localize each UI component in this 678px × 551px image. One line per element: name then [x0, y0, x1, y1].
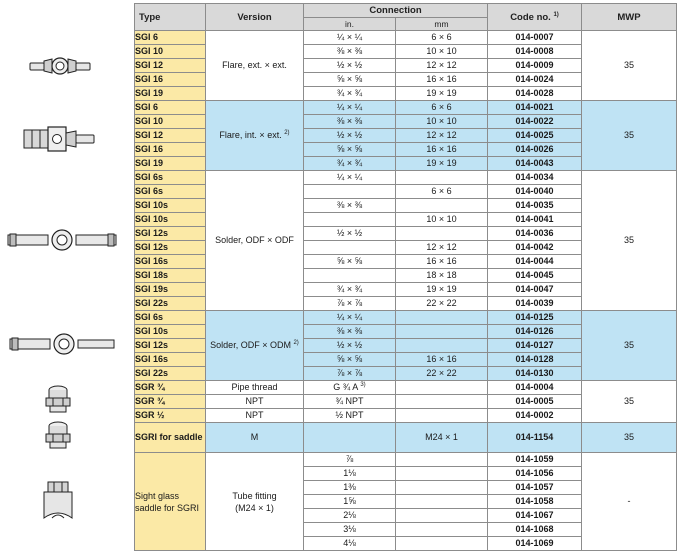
col-header-type: Type — [135, 4, 206, 31]
code-cell: 014-0004 — [488, 381, 582, 395]
code-cell: 014-0036 — [488, 227, 582, 241]
mm-cell — [396, 311, 488, 325]
col-header-version: Version — [206, 4, 304, 31]
mm-cell — [396, 199, 488, 213]
mm-cell: 18 × 18 — [396, 269, 488, 283]
version-cell: Solder, ODF × ODF — [206, 171, 304, 311]
in-cell — [304, 213, 396, 227]
in-cell: 1⅜ — [304, 481, 396, 495]
mm-cell: 10 × 10 — [396, 115, 488, 129]
mm-cell: 19 × 19 — [396, 87, 488, 101]
table-row — [135, 423, 677, 453]
mm-cell: 19 × 19 — [396, 157, 488, 171]
code-cell: 014-0021 — [488, 101, 582, 115]
in-cell: ¼ × ¼ — [304, 31, 396, 45]
in-cell: ½ × ½ — [304, 227, 396, 241]
code-cell: 014-1058 — [488, 495, 582, 509]
type-cell: SGI 6 — [135, 101, 206, 115]
mm-cell — [396, 495, 488, 509]
in-cell: ¼ × ¼ — [304, 101, 396, 115]
col-header-code — [488, 4, 582, 31]
code-cell: 014-1067 — [488, 509, 582, 523]
type-cell: SGI 19s — [135, 283, 206, 297]
in-cell: ½ × ½ — [304, 339, 396, 353]
mm-cell — [396, 409, 488, 423]
mm-cell: 6 × 6 — [396, 31, 488, 45]
mm-cell: M24 × 1 — [396, 423, 488, 453]
code-cell: 014-0008 — [488, 45, 582, 59]
solder-odf-odf-sight-glass-icon — [6, 228, 118, 252]
type-cell: SGRI for saddle — [135, 423, 206, 453]
in-cell: ½ × ½ — [304, 59, 396, 73]
col-header-mm: mm — [396, 18, 488, 31]
type-cell: SGI 6s — [135, 171, 206, 185]
code-cell: 014-0128 — [488, 353, 582, 367]
in-cell — [304, 241, 396, 255]
type-cell: SGI 22s — [135, 297, 206, 311]
type-cell: SGI 16 — [135, 73, 206, 87]
in-cell: 2⅛ — [304, 509, 396, 523]
in-cell: 1⅛ — [304, 467, 396, 481]
code-cell: 014-0047 — [488, 283, 582, 297]
in-cell: ¼ × ¼ — [304, 311, 396, 325]
code-cell: 014-0024 — [488, 73, 582, 87]
mm-cell: 6 × 6 — [396, 101, 488, 115]
in-cell: ¾ NPT — [304, 395, 396, 409]
code-cell: 014-0025 — [488, 129, 582, 143]
in-footnote-ref: 3) — [360, 382, 366, 388]
group-solder-odf-odm — [135, 311, 677, 381]
mm-cell — [396, 395, 488, 409]
code-cell: 014-0002 — [488, 409, 582, 423]
type-cell: SGR ¾ — [135, 395, 206, 409]
type-cell: SGI 16s — [135, 353, 206, 367]
version-cell — [206, 101, 304, 171]
version-cell — [206, 453, 304, 551]
in-cell: 3⅛ — [304, 523, 396, 537]
type-cell: SGR ½ — [135, 409, 206, 423]
flare-int-ext-sight-glass-icon — [22, 124, 98, 154]
header-row — [135, 4, 677, 18]
in-cell: ⅝ × ⅝ — [304, 73, 396, 87]
type-cell: SGI 10 — [135, 45, 206, 59]
code-cell: 014-1056 — [488, 467, 582, 481]
in-cell: ⅝ × ⅝ — [304, 255, 396, 269]
type-cell: SGI 16 — [135, 143, 206, 157]
code-cell: 014-1069 — [488, 537, 582, 551]
mm-cell: 12 × 12 — [396, 59, 488, 73]
sgri-saddle-sight-glass-icon — [44, 420, 72, 450]
type-cell: SGI 12 — [135, 129, 206, 143]
code-cell: 014-0043 — [488, 157, 582, 171]
mm-cell — [396, 381, 488, 395]
table-row — [135, 381, 677, 395]
mm-cell: 10 × 10 — [396, 213, 488, 227]
mm-cell — [396, 467, 488, 481]
code-cell: 014-0126 — [488, 325, 582, 339]
table-row — [135, 311, 677, 325]
mm-cell — [396, 453, 488, 467]
table-row — [135, 453, 677, 467]
col-header-connection: Connection — [304, 4, 488, 18]
in-cell: ¾ × ¾ — [304, 87, 396, 101]
version-sublabel: (M24 × 1) — [235, 502, 274, 513]
mwp-cell: 35 — [582, 31, 677, 101]
in-cell: ⅝ × ⅝ — [304, 353, 396, 367]
mm-cell: 12 × 12 — [396, 129, 488, 143]
version-footnote-ref: 2) — [293, 340, 299, 346]
type-cell: SGI 22s — [135, 367, 206, 381]
code-cell: 014-0009 — [488, 59, 582, 73]
code-cell: 014-0130 — [488, 367, 582, 381]
type-cell: SGI 10 — [135, 115, 206, 129]
mm-cell: 19 × 19 — [396, 283, 488, 297]
code-cell: 014-0035 — [488, 199, 582, 213]
in-cell: ⅞ × ⅞ — [304, 297, 396, 311]
code-cell: 014-0039 — [488, 297, 582, 311]
mm-cell — [396, 537, 488, 551]
code-cell: 014-0005 — [488, 395, 582, 409]
type-cell: SGI 12s — [135, 227, 206, 241]
mwp-cell: 35 — [582, 311, 677, 381]
in-cell: 1⅝ — [304, 495, 396, 509]
in-cell — [304, 269, 396, 283]
mm-cell — [396, 227, 488, 241]
flare-ext-sight-glass-icon — [28, 54, 92, 78]
code-cell: 014-0125 — [488, 311, 582, 325]
mm-cell: 22 × 22 — [396, 297, 488, 311]
code-cell: 014-0028 — [488, 87, 582, 101]
in-cell: ½ NPT — [304, 409, 396, 423]
code-cell: 014-0022 — [488, 115, 582, 129]
in-cell: ⅜ × ⅜ — [304, 199, 396, 213]
version-footnote-ref: 2) — [284, 130, 290, 136]
type-cell: SGI 18s — [135, 269, 206, 283]
mm-cell — [396, 325, 488, 339]
saddle-tube-fitting-icon — [40, 478, 76, 522]
mm-cell — [396, 481, 488, 495]
type-cell: SGI 19 — [135, 87, 206, 101]
solder-odf-odm-sight-glass-icon — [8, 332, 120, 356]
in-cell — [304, 381, 396, 395]
in-cell: ½ × ½ — [304, 129, 396, 143]
pipe-thread-sight-glass-icon — [44, 384, 72, 414]
type-cell: SGI 12s — [135, 241, 206, 255]
group-saddle-for-sgri — [135, 453, 677, 551]
product-images — [0, 0, 134, 551]
version-cell: NPT — [206, 395, 304, 409]
in-value: G ¾ A — [333, 382, 358, 392]
code-header-label: Code no. — [510, 11, 551, 23]
group-flare-ext-ext — [135, 31, 677, 101]
version-label: Tube fitting — [232, 490, 277, 501]
type-cell: SGR ¾ — [135, 381, 206, 395]
in-cell: ⅞ × ⅞ — [304, 367, 396, 381]
mm-cell — [396, 509, 488, 523]
type-cell: SGI 6s — [135, 185, 206, 199]
code-cell: 014-0044 — [488, 255, 582, 269]
in-cell — [304, 185, 396, 199]
type-cell: SGI 6 — [135, 31, 206, 45]
col-header-mwp: MWP — [582, 4, 677, 31]
version-label: Flare, int. × ext. — [219, 130, 282, 140]
type-cell: SGI 10s — [135, 213, 206, 227]
mm-cell: 6 × 6 — [396, 185, 488, 199]
version-cell: Flare, ext. × ext. — [206, 31, 304, 101]
in-cell: ¾ × ¾ — [304, 157, 396, 171]
version-cell: NPT — [206, 409, 304, 423]
code-cell: 014-0045 — [488, 269, 582, 283]
group-sgr-thread — [135, 381, 677, 423]
group-solder-odf-odf — [135, 171, 677, 311]
in-cell: ⅞ — [304, 453, 396, 467]
code-cell: 014-0026 — [488, 143, 582, 157]
mm-cell: 10 × 10 — [396, 45, 488, 59]
table-row — [135, 31, 677, 45]
code-cell: 014-0034 — [488, 171, 582, 185]
mwp-cell: 35 — [582, 101, 677, 171]
version-cell — [206, 311, 304, 381]
type-cell: SGI 19 — [135, 157, 206, 171]
version-label: Solder, ODF × ODM — [210, 340, 291, 350]
mm-cell — [396, 171, 488, 185]
mwp-cell: - — [582, 453, 677, 551]
version-cell: Pipe thread — [206, 381, 304, 395]
group-flare-int-ext — [135, 101, 677, 171]
code-cell: 014-0040 — [488, 185, 582, 199]
mm-cell: 16 × 16 — [396, 255, 488, 269]
code-cell: 014-0007 — [488, 31, 582, 45]
table-row — [135, 101, 677, 115]
code-cell: 014-0127 — [488, 339, 582, 353]
mm-cell: 16 × 16 — [396, 143, 488, 157]
code-footnote-ref: 1) — [553, 11, 559, 18]
type-cell: SGI 10s — [135, 199, 206, 213]
mwp-cell: 35 — [582, 171, 677, 311]
in-cell: ⅜ × ⅜ — [304, 45, 396, 59]
in-cell: ¾ × ¾ — [304, 283, 396, 297]
in-cell: 4⅛ — [304, 537, 396, 551]
code-cell: 014-1068 — [488, 523, 582, 537]
group-sgri-saddle — [135, 423, 677, 453]
mm-cell: 12 × 12 — [396, 241, 488, 255]
type-cell: SGI 12 — [135, 59, 206, 73]
mm-cell: 22 × 22 — [396, 367, 488, 381]
code-cell: 014-1057 — [488, 481, 582, 495]
type-cell: SGI 16s — [135, 255, 206, 269]
mwp-cell: 35 — [582, 381, 677, 423]
in-cell: ¼ × ¼ — [304, 171, 396, 185]
mm-cell: 16 × 16 — [396, 73, 488, 87]
in-cell: ⅜ × ⅜ — [304, 325, 396, 339]
version-cell: M — [206, 423, 304, 453]
type-cell: SGI 6s — [135, 311, 206, 325]
type-cell: SGI 12s — [135, 339, 206, 353]
sight-glass-spec-table — [134, 3, 677, 551]
code-cell: 014-0042 — [488, 241, 582, 255]
col-header-in: in. — [304, 18, 396, 31]
in-cell — [304, 423, 396, 453]
mm-cell — [396, 523, 488, 537]
mm-cell — [396, 339, 488, 353]
in-cell: ⅜ × ⅜ — [304, 115, 396, 129]
code-cell: 014-1154 — [488, 423, 582, 453]
type-cell: SGI 10s — [135, 325, 206, 339]
code-cell: 014-1059 — [488, 453, 582, 467]
table-row — [135, 171, 677, 185]
type-cell: Sight glass saddle for SGRI — [135, 453, 206, 551]
mm-cell: 16 × 16 — [396, 353, 488, 367]
mwp-cell: 35 — [582, 423, 677, 453]
code-cell: 014-0041 — [488, 213, 582, 227]
in-cell: ⅝ × ⅝ — [304, 143, 396, 157]
